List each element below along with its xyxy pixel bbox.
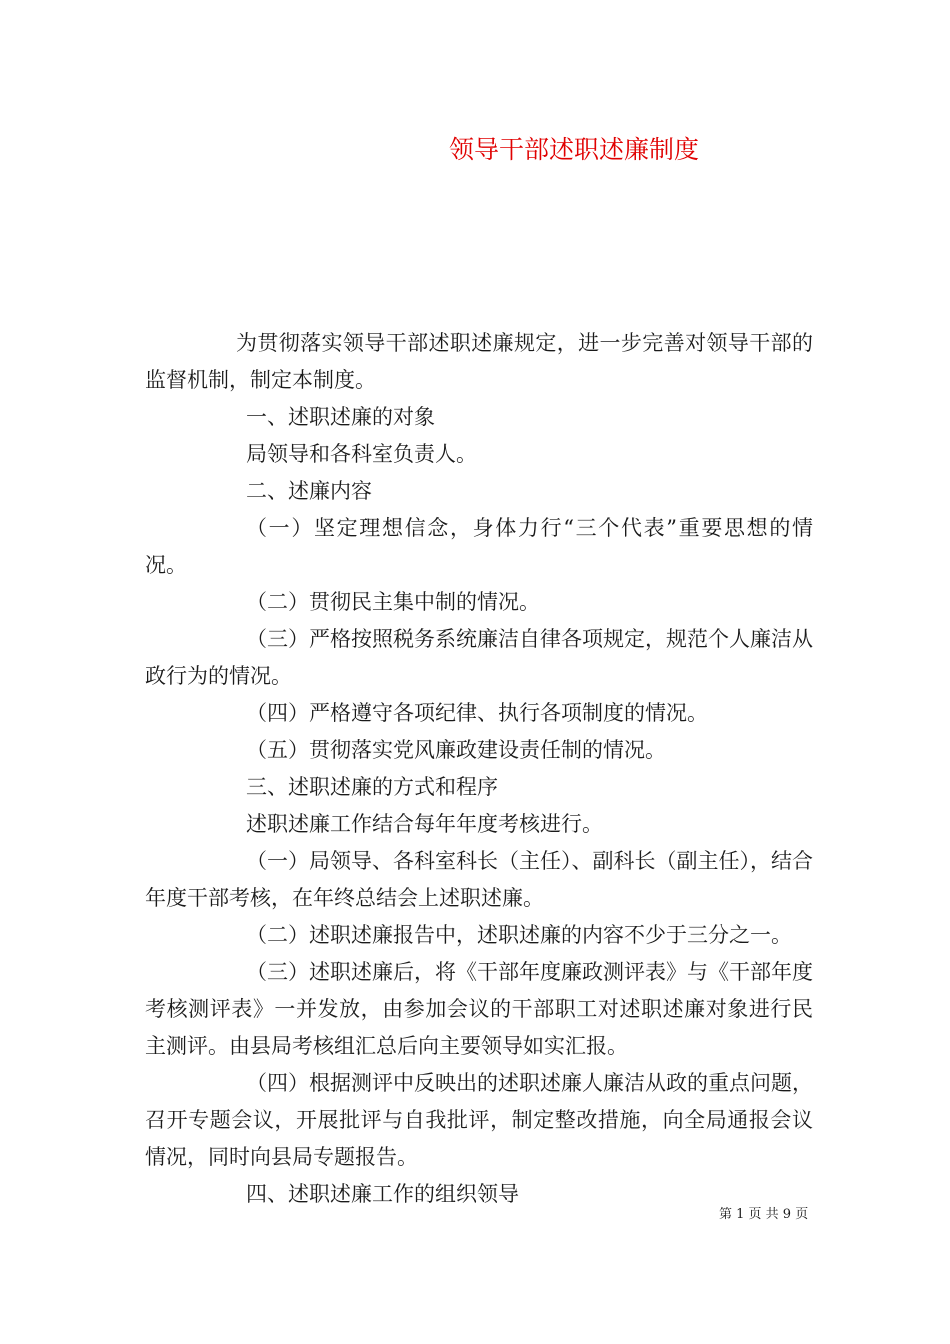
section-heading-4: 四、述职述廉工作的组织领导 [246, 1182, 519, 1206]
document-body [145, 325, 813, 1213]
section-heading-2: 二、述廉内容 [246, 479, 372, 503]
document-title: 领导干部述职述廉制度 [449, 135, 700, 164]
paragraph: 局领导和各科室负责人。 [246, 442, 477, 466]
section-heading-3: 三、述职述廉的方式和程序 [246, 775, 498, 799]
list-item: （一）坚定理想信念，身体力行“三个代表”重要思想的情况。 [145, 516, 813, 577]
list-item: （三）述职述廉后，将《干部年度廉政测评表》与《干部年度考核测评表》一并发放，由参加会议的干部职工对述职述廉对象进行民主测评。由县局考核组汇总后向主要领导如实汇报。 [145, 960, 813, 1058]
paragraph: 述职述廉工作结合每年年度考核进行。 [246, 812, 603, 836]
list-item: （四）严格遵守各项纪律、执行各项制度的情况。 [246, 701, 708, 725]
section-heading-1: 一、述职述廉的对象 [246, 405, 435, 429]
list-item: （一）局领导、各科室科长（主任）、副科长（副主任），结合年度干部考核，在年终总结会上述职述廉。 [145, 849, 813, 910]
intro-paragraph: 为贯彻落实领导干部述职述廉规定，进一步完善对领导干部的监督机制，制定本制度。 [145, 331, 813, 392]
list-item: （三）严格按照税务系统廉洁自律各项规定，规范个人廉洁从政行为的情况。 [145, 627, 813, 688]
page-number: 第 1 页 共 9 页 [719, 1207, 809, 1222]
list-item: （二）述职述廉报告中，述职述廉的内容不少于三分之一。 [246, 923, 792, 947]
list-item: （五）贯彻落实党风廉政建设责任制的情况。 [246, 738, 666, 762]
list-item: （四）根据测评中反映出的述职述廉人廉洁从政的重点问题，召开专题会议，开展批评与自我批评，制定整改措施，向全局通报会议情况，同时向县局专题报告。 [145, 1071, 813, 1169]
list-item: （二）贯彻民主集中制的情况。 [246, 590, 540, 614]
